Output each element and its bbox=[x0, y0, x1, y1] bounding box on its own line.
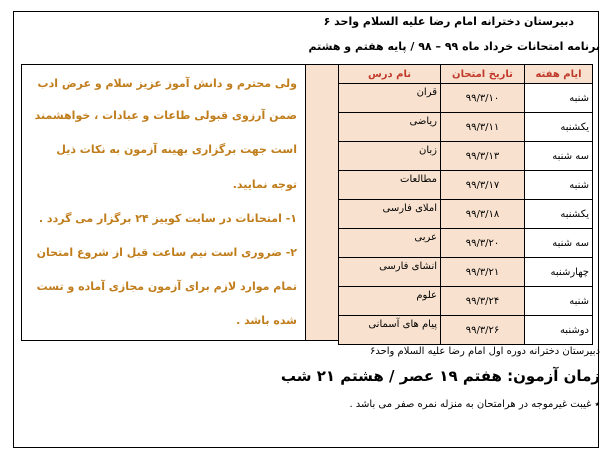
cell-subject: ریاضی bbox=[339, 113, 441, 142]
cell-date: ۹۹/۳/۲۰ bbox=[441, 229, 525, 258]
table-header-row bbox=[339, 65, 593, 84]
cell-day: سه شنبه bbox=[525, 229, 593, 258]
cell-day: یکشنبه bbox=[525, 113, 593, 142]
notes-panel bbox=[21, 64, 306, 341]
note-line: ۱- امتحانات در سایت کوییز ۲۴ برگزار می گردد . bbox=[38, 212, 297, 225]
cell-subject: انشای فارسی bbox=[339, 258, 441, 287]
school-title: دبیرستان دخترانه امام رضا علیه السلام واحد ۶ bbox=[323, 15, 574, 28]
note-line: ۲- ضروری است نیم ساعت قبل از شروع امتحان bbox=[36, 246, 297, 259]
cell-subject: قران bbox=[339, 84, 441, 113]
cell-date: ۹۹/۳/۱۳ bbox=[441, 142, 525, 171]
cell-day: یکشنبه bbox=[525, 200, 593, 229]
cell-subject: املای فارسی bbox=[339, 200, 441, 229]
cell-date: ۹۹/۳/۲۴ bbox=[441, 287, 525, 316]
note-line: توجه نمایید. bbox=[232, 178, 297, 191]
table-row bbox=[339, 84, 593, 113]
note-line: شده باشد . bbox=[236, 314, 297, 327]
cell-date: ۹۹/۳/۱۱ bbox=[441, 113, 525, 142]
exam-schedule-table bbox=[338, 64, 593, 345]
schedule-title: برنامه امتحانات خرداد ماه ۹۹ – ۹۸ / پایه هفتم و هشتم bbox=[308, 40, 600, 53]
table-row bbox=[339, 113, 593, 142]
table-row bbox=[339, 316, 593, 345]
note-line: است جهت برگزاری بهینه آزمون به نکات ذیل bbox=[56, 143, 297, 156]
cell-day: سه شنبه bbox=[525, 142, 593, 171]
cell-date: ۹۹/۳/۲۶ bbox=[441, 316, 525, 345]
exam-time: زمان آزمون: هفتم ۱۹ عصر / هشتم ۲۱ شب bbox=[280, 367, 600, 385]
cell-date: ۹۹/۳/۱۰ bbox=[441, 84, 525, 113]
table-row bbox=[339, 142, 593, 171]
table-row bbox=[339, 287, 593, 316]
cell-day: چهارشنبه bbox=[525, 258, 593, 287]
cell-day: شنبه bbox=[525, 171, 593, 200]
header-subject: نام درس bbox=[339, 65, 441, 84]
table-row bbox=[339, 171, 593, 200]
table-row bbox=[339, 229, 593, 258]
cell-date: ۹۹/۳/۲۱ bbox=[441, 258, 525, 287]
note-line: تمام موارد لازم برای آزمون مجازی آماده و تست bbox=[36, 280, 297, 293]
table-row bbox=[339, 258, 593, 287]
cell-subject: زبان bbox=[339, 142, 441, 171]
note-line: ضمن آرزوی قبولی طاعات و عبادات ، خواهشمند bbox=[34, 109, 297, 122]
cell-subject: مطالعات bbox=[339, 171, 441, 200]
header-day: ایام هفته bbox=[525, 65, 593, 84]
footer-school: دبیرستان دخترانه دوره اول امام رضا علیه السلام واحد۶ bbox=[369, 346, 600, 357]
cell-subject: پیام های آسمانی bbox=[339, 316, 441, 345]
absence-warning: ٭ غیبت غیرموجه در هرامتحان به منزله نمره صفر می باشد . bbox=[349, 399, 600, 410]
cell-subject: عربی bbox=[339, 229, 441, 258]
header-date: تاریخ امتحان bbox=[441, 65, 525, 84]
spacer-column bbox=[306, 64, 338, 341]
note-line: ولی محترم و دانش آموز عزیز سلام و عرض ادب bbox=[37, 77, 297, 90]
cell-date: ۹۹/۳/۱۸ bbox=[441, 200, 525, 229]
table-row bbox=[339, 200, 593, 229]
cell-date: ۹۹/۳/۱۷ bbox=[441, 171, 525, 200]
cell-subject: علوم bbox=[339, 287, 441, 316]
cell-day: دوشنبه bbox=[525, 316, 593, 345]
cell-day: شنبه bbox=[525, 287, 593, 316]
cell-day: شنبه bbox=[525, 84, 593, 113]
